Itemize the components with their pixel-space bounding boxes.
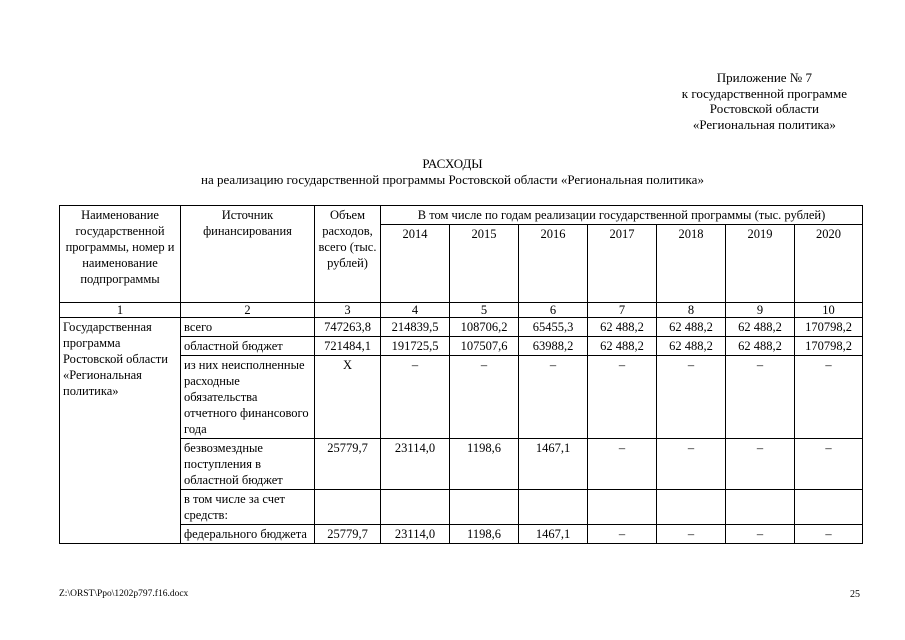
year-value-cell: 62 488,2 — [588, 318, 657, 337]
appendix-line-2: к государственной программе — [681, 85, 847, 101]
year-value-cell — [795, 490, 863, 525]
header-program-name: Наименование государственной программы, номер и наименование подпрограммы — [60, 206, 181, 303]
source-cell: из них неисполненные расходные обязательства отчетного финансового года — [181, 356, 315, 439]
program-name-cell: Государственная программа Ростовской области «Региональная политика» — [60, 318, 181, 544]
header-year: 2016 — [519, 225, 588, 303]
source-cell: областной бюджет — [181, 337, 315, 356]
total-cell: 721484,1 — [315, 337, 381, 356]
column-number: 9 — [726, 303, 795, 318]
header-year: 2019 — [726, 225, 795, 303]
year-value-cell: 1467,1 — [519, 525, 588, 544]
year-value-cell: 62 488,2 — [657, 337, 726, 356]
year-value-cell — [726, 490, 795, 525]
year-value-cell: – — [450, 356, 519, 439]
source-cell: федерального бюджета — [181, 525, 315, 544]
document-heading — [0, 156, 905, 188]
column-number: 10 — [795, 303, 863, 318]
year-value-cell: – — [726, 356, 795, 439]
year-value-cell: 23114,0 — [381, 439, 450, 490]
source-cell: всего — [181, 318, 315, 337]
column-number: 8 — [657, 303, 726, 318]
year-value-cell: – — [795, 356, 863, 439]
year-value-cell: 191725,5 — [381, 337, 450, 356]
year-value-cell — [450, 490, 519, 525]
header-year: 2020 — [795, 225, 863, 303]
year-value-cell: 65455,3 — [519, 318, 588, 337]
appendix-block — [682, 70, 847, 132]
year-value-cell: – — [795, 439, 863, 490]
total-cell: 25779,7 — [315, 439, 381, 490]
total-cell: Х — [315, 356, 381, 439]
year-value-cell: – — [588, 439, 657, 490]
document-title: РАСХОДЫ — [422, 156, 483, 171]
year-value-cell: 1467,1 — [519, 439, 588, 490]
total-cell: 25779,7 — [315, 525, 381, 544]
appendix-line-1: Приложение № 7 — [716, 70, 812, 85]
header-years-group: В том числе по годам реализации государственной программы (тыс. рублей) — [381, 206, 863, 225]
page-number: 25 — [850, 589, 860, 600]
year-value-cell — [519, 490, 588, 525]
year-value-cell: 62 488,2 — [588, 337, 657, 356]
year-value-cell: 62 488,2 — [726, 337, 795, 356]
year-value-cell: 170798,2 — [795, 318, 863, 337]
year-value-cell: – — [519, 356, 588, 439]
year-value-cell: 62 488,2 — [657, 318, 726, 337]
year-value-cell: – — [588, 525, 657, 544]
table-row — [60, 490, 863, 525]
header-year: 2017 — [588, 225, 657, 303]
appendix-line-4: «Региональная политика» — [692, 116, 836, 132]
year-value-cell — [588, 490, 657, 525]
year-value-cell: – — [795, 525, 863, 544]
table-row — [60, 318, 863, 337]
header-year: 2018 — [657, 225, 726, 303]
table-row — [60, 356, 863, 439]
year-value-cell: 170798,2 — [795, 337, 863, 356]
year-value-cell: – — [657, 439, 726, 490]
year-value-cell: 108706,2 — [450, 318, 519, 337]
table-row — [60, 439, 863, 490]
year-value-cell — [381, 490, 450, 525]
table-row — [60, 525, 863, 544]
column-number: 4 — [381, 303, 450, 318]
header-total-expenses: Объем расходов, всего (тыс. рублей) — [315, 206, 381, 303]
header-year: 2015 — [450, 225, 519, 303]
year-value-cell: – — [588, 356, 657, 439]
appendix-line-3: Ростовской области — [709, 101, 819, 116]
year-value-cell: 107507,6 — [450, 337, 519, 356]
year-value-cell: – — [726, 525, 795, 544]
table-row — [60, 337, 863, 356]
column-number: 5 — [450, 303, 519, 318]
year-value-cell: – — [381, 356, 450, 439]
column-number: 3 — [315, 303, 381, 318]
year-value-cell: 1198,6 — [450, 439, 519, 490]
year-value-cell: 1198,6 — [450, 525, 519, 544]
footer-file-path: Z:\ORST\Ppo\1202p797.f16.docx — [59, 589, 189, 599]
total-cell: 747263,8 — [315, 318, 381, 337]
year-value-cell: – — [726, 439, 795, 490]
column-number: 1 — [60, 303, 181, 318]
source-cell: безвозмездные поступления в областной бюджет — [181, 439, 315, 490]
column-number: 2 — [181, 303, 315, 318]
year-value-cell — [657, 490, 726, 525]
year-value-cell: – — [657, 356, 726, 439]
expenses-table — [59, 205, 863, 544]
header-year: 2014 — [381, 225, 450, 303]
year-value-cell: 214839,5 — [381, 318, 450, 337]
document-subtitle: на реализацию государственной программы Ростовской области «Региональная политика» — [201, 172, 704, 187]
year-value-cell: 23114,0 — [381, 525, 450, 544]
total-cell — [315, 490, 381, 525]
source-cell: в том числе за счет средств: — [181, 490, 315, 525]
year-value-cell: – — [657, 525, 726, 544]
column-number: 6 — [519, 303, 588, 318]
year-value-cell: 62 488,2 — [726, 318, 795, 337]
column-number-row — [60, 303, 863, 318]
year-value-cell: 63988,2 — [519, 337, 588, 356]
header-funding-source: Источник финансирования — [181, 206, 315, 303]
column-number: 7 — [588, 303, 657, 318]
